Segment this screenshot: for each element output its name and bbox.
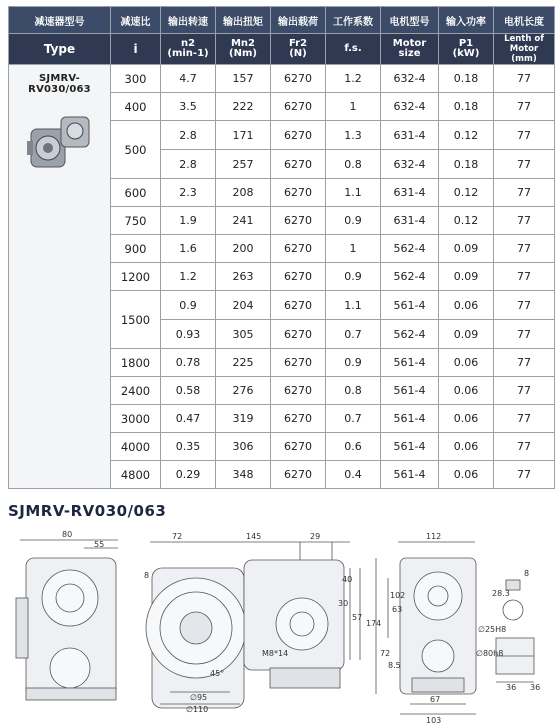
cell-power: 0.12 [439,179,494,207]
col-length-cn: 电机长度 [494,7,555,34]
header-row-cn [9,7,555,34]
dim-shaft-bore: ∅25H8 [478,625,507,634]
cell-motor: 631-4 [381,207,439,235]
model-cell [9,65,111,489]
ratio-cell: 750 [111,207,161,235]
cell-motor: 561-4 [381,349,439,377]
dim-side-thread: M8*14 [262,649,289,658]
cell-power: 0.18 [439,93,494,121]
dim-side-40: 40 [342,575,353,584]
dim-end-63: 63 [392,605,403,614]
dim-shaft-28-3: 28.3 [492,589,510,598]
cell-power: 0.06 [439,405,494,433]
col-power: P1 (kW) [439,34,494,65]
cell-torque: 241 [216,207,271,235]
dim-side-angle: 45° [210,669,225,678]
cell-fs: 0.9 [326,207,381,235]
ratio-cell: 500 [111,121,161,179]
cell-fs: 0.9 [326,349,381,377]
cell-motor: 562-4 [381,263,439,291]
spec-table [8,6,555,489]
cell-fs: 1.1 [326,179,381,207]
cell-speed: 1.2 [161,263,216,291]
cell-speed: 1.6 [161,235,216,263]
cell-fs: 1.2 [326,65,381,93]
end-view-drawing [376,542,476,714]
col-motor-cn: 电机型号 [381,7,439,34]
cell-fs: 0.7 [326,320,381,349]
cell-fs: 1 [326,235,381,263]
cell-torque: 225 [216,349,271,377]
cell-speed: 4.7 [161,65,216,93]
cell-length: 77 [494,461,555,489]
cell-motor: 561-4 [381,433,439,461]
cell-length: 77 [494,263,555,291]
dim-end-174: 174 [366,619,382,628]
ratio-cell: 1200 [111,263,161,291]
cell-load: 6270 [271,65,326,93]
cell-load: 6270 [271,433,326,461]
cell-power: 0.18 [439,65,494,93]
cell-speed: 1.9 [161,207,216,235]
dim-end-103: 103 [426,716,442,724]
cell-motor: 632-4 [381,65,439,93]
cell-motor: 561-4 [381,461,439,489]
ratio-cell: 2400 [111,377,161,405]
cell-power: 0.09 [439,320,494,349]
col-load-cn: 输出载荷 [271,7,326,34]
cell-load: 6270 [271,461,326,489]
cell-torque: 263 [216,263,271,291]
cell-power: 0.12 [439,121,494,150]
cell-power: 0.06 [439,461,494,489]
cell-motor: 562-4 [381,235,439,263]
col-load: Fr2 (N) [271,34,326,65]
cell-length: 77 [494,433,555,461]
cell-motor: 632-4 [381,150,439,179]
cell-speed: 0.93 [161,320,216,349]
dim-end-112: 112 [426,532,442,541]
dim-shaft-8: 8 [524,569,530,578]
cell-length: 77 [494,377,555,405]
gearbox-image [25,109,95,175]
cell-speed: 2.8 [161,121,216,150]
cell-motor: 632-4 [381,93,439,121]
cell-fs: 0.4 [326,461,381,489]
ratio-cell: 300 [111,65,161,93]
cell-load: 6270 [271,377,326,405]
cell-load: 6270 [271,121,326,150]
cell-fs: 0.8 [326,150,381,179]
ratio-cell: 600 [111,179,161,207]
col-fs: f.s. [326,34,381,65]
cell-torque: 305 [216,320,271,349]
dim-shaft-36a: 36 [506,683,517,692]
cell-motor: 631-4 [381,121,439,150]
dim-end-8-5: 8.5 [388,661,401,670]
cell-power: 0.09 [439,235,494,263]
dim-side-29: 29 [310,532,321,541]
cell-torque: 222 [216,93,271,121]
cell-power: 0.18 [439,150,494,179]
header-row-en [9,34,555,65]
cell-speed: 3.5 [161,93,216,121]
dim-shaft-36b: 36 [530,683,541,692]
drawing-title: SJMRV-RV030/063 [8,502,167,520]
cell-fs: 0.8 [326,377,381,405]
cell-load: 6270 [271,179,326,207]
cell-power: 0.06 [439,291,494,320]
cell-length: 77 [494,93,555,121]
cell-length: 77 [494,65,555,93]
cell-speed: 2.8 [161,150,216,179]
cell-speed: 0.29 [161,461,216,489]
dim-side-145: 145 [246,532,262,541]
ratio-cell: 4000 [111,433,161,461]
cell-length: 77 [494,320,555,349]
ratio-cell: 900 [111,235,161,263]
cell-power: 0.06 [439,349,494,377]
col-type: Type [9,34,111,65]
side-view-drawing [146,542,363,708]
cell-load: 6270 [271,93,326,121]
cell-speed: 2.3 [161,179,216,207]
dim-side-57: 57 [352,613,363,622]
dim-side-8: 8 [144,571,150,580]
cell-motor: 561-4 [381,291,439,320]
cell-motor: 562-4 [381,320,439,349]
cell-torque: 171 [216,121,271,150]
cell-fs: 1 [326,93,381,121]
cell-length: 77 [494,207,555,235]
cell-speed: 0.9 [161,291,216,320]
dim-side-72: 72 [172,532,183,541]
cell-length: 77 [494,291,555,320]
cell-speed: 0.47 [161,405,216,433]
col-speed-cn: 输出转速 [161,7,216,34]
cell-load: 6270 [271,150,326,179]
cell-load: 6270 [271,349,326,377]
cell-fs: 0.7 [326,405,381,433]
cell-power: 0.12 [439,207,494,235]
cell-load: 6270 [271,263,326,291]
cell-power: 0.06 [439,433,494,461]
cell-load: 6270 [271,405,326,433]
ratio-cell: 4800 [111,461,161,489]
cell-length: 77 [494,121,555,150]
col-ratio-cn: 减速比 [111,7,161,34]
spec-body [9,65,555,489]
col-torque: Mn2 (Nm) [216,34,271,65]
col-power-cn: 输入功率 [439,7,494,34]
dim-shaft-flange: ∅80h8 [476,649,504,658]
cell-motor: 561-4 [381,405,439,433]
dim-front-width: 80 [62,530,73,539]
dim-end-72: 72 [380,649,391,658]
ratio-cell: 400 [111,93,161,121]
cell-torque: 276 [216,377,271,405]
col-type-cn: 减速器型号 [9,7,111,34]
col-fs-cn: 工作系数 [326,7,381,34]
cell-torque: 348 [216,461,271,489]
cell-fs: 0.9 [326,263,381,291]
cell-load: 6270 [271,291,326,320]
dim-side-95: ∅95 [190,693,208,702]
cell-load: 6270 [271,207,326,235]
ratio-cell: 1800 [111,349,161,377]
cell-length: 77 [494,179,555,207]
dimension-drawings [0,528,560,724]
cell-length: 77 [494,405,555,433]
cell-speed: 0.78 [161,349,216,377]
cell-power: 0.09 [439,263,494,291]
cell-speed: 0.35 [161,433,216,461]
col-motor: Motor size [381,34,439,65]
cell-power: 0.06 [439,377,494,405]
col-speed: n2 (min-1) [161,34,216,65]
col-torque-cn: 输出扭矩 [216,7,271,34]
cell-motor: 631-4 [381,179,439,207]
cell-length: 77 [494,349,555,377]
ratio-cell: 1500 [111,291,161,349]
cell-speed: 0.58 [161,377,216,405]
cell-torque: 200 [216,235,271,263]
cell-torque: 208 [216,179,271,207]
front-view-drawing [16,540,118,700]
cell-fs: 0.6 [326,433,381,461]
table-row [9,65,555,93]
cell-torque: 319 [216,405,271,433]
cell-length: 77 [494,150,555,179]
cell-length: 77 [494,235,555,263]
dim-end-102: 102 [390,591,406,600]
dim-end-67: 67 [430,695,441,704]
cell-torque: 157 [216,65,271,93]
dim-side-110: ∅110 [186,705,209,714]
model-name: SJMRV-RV030/063 [28,73,91,95]
cell-load: 6270 [271,235,326,263]
col-length: Lenth of Motor (mm) [494,34,555,65]
dim-front-offset: 55 [94,540,105,549]
cell-torque: 306 [216,433,271,461]
cell-fs: 1.3 [326,121,381,150]
cell-load: 6270 [271,320,326,349]
cell-torque: 204 [216,291,271,320]
cell-fs: 1.1 [326,291,381,320]
ratio-cell: 3000 [111,405,161,433]
cell-torque: 257 [216,150,271,179]
cell-motor: 561-4 [381,377,439,405]
col-ratio: i [111,34,161,65]
dim-side-30: 30 [338,599,349,608]
